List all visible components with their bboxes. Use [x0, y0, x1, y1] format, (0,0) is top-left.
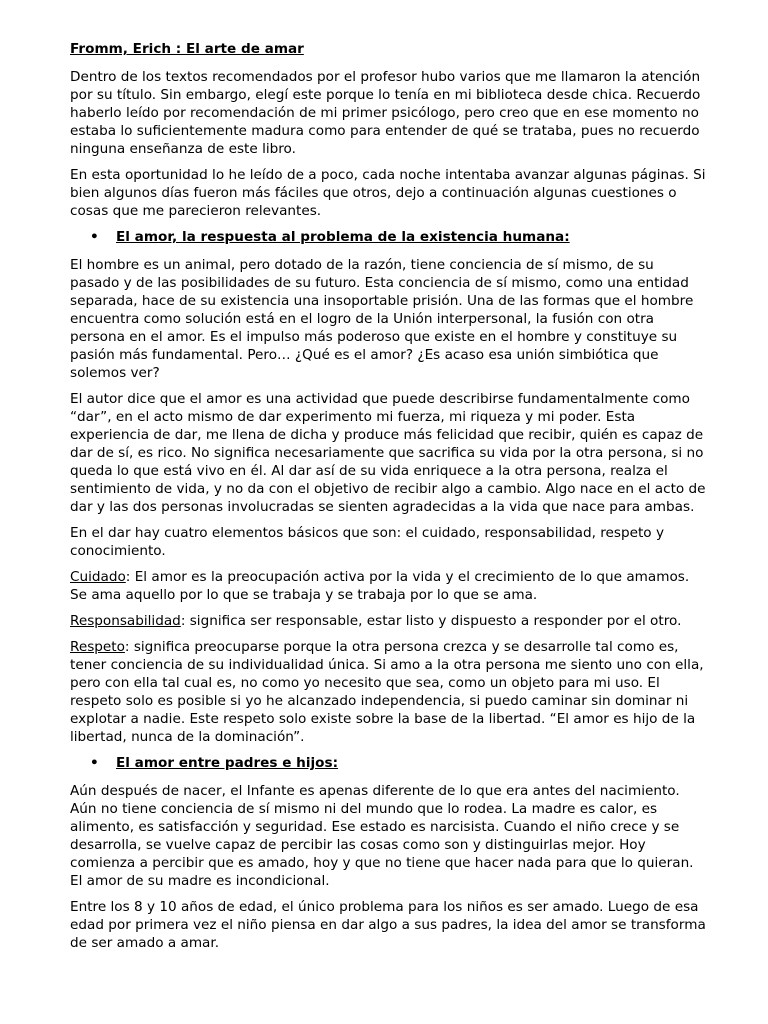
section-heading-text: El amor entre padres e hijos:: [116, 755, 339, 771]
body-paragraph: En el dar hay cuatro elementos básicos que son: el cuidado, responsabilidad, respeto y conocimiento.: [70, 525, 664, 559]
bullet-icon: •: [90, 229, 99, 245]
element-term: Respeto: [70, 639, 125, 655]
section-heading-parents-children: [90, 754, 706, 772]
intro-paragraph-1: Dentro de los textos recomendados por el profesor hubo varios que me llamaron la atención por su título. Sin embargo, elegí este porque lo tenía en mi biblioteca desde chica. Recuerdo haberlo leído por recomendación de mi primer psicólogo, pero creo que en ese momento no estaba lo suficientemente madura como para entender de qué se trataba, pues no recuerdo ninguna enseñanza de este libro.: [70, 69, 701, 157]
element-term: Responsabilidad: [70, 613, 181, 629]
element-respect: [70, 638, 706, 746]
element-text: : significa ser responsable, estar listo y dispuesto a responder por el otro.: [180, 613, 682, 629]
bullet-icon: •: [90, 755, 99, 771]
element-text: : significa preocuparse porque la otra persona crezca y se desarrolle tal como es, tener conciencia de su individualidad única. Si amo a la otra persona me siento uno con ella, pero con ella tal cual es, no como yo necesito que sea, como un objeto para mi uso. El respeto solo es posible si yo he alcanzado independencia, si puedo caminar sin dominar ni explotar a nadie. Este respeto solo existe sobre la base de la libertad. “El amor es hijo de la libertad, nunca de la dominación”.: [70, 639, 704, 745]
body-paragraph: El hombre es un animal, pero dotado de la razón, tiene conciencia de sí mismo, de su pasado y de las posibilidades de su futuro. Esta conciencia de sí mismo, como una entidad separada, hace de su existencia una insoportable prisión. Una de las formas que el hombre encuentra como solución está en el logro de la Unión interpersonal, la fusión con otra persona en el amor. Es el impulso más poderoso que existe en el hombre y constituye su pasión más fundamental. Pero… ¿Qué es el amor? ¿Es acaso esa unión simbiótica que solemos ver?: [70, 257, 694, 381]
body-paragraph: Entre los 8 y 10 años de edad, el único problema para los niños es ser amado. Luego de esa edad por primera vez el niño piensa en dar algo a sus padres, la idea del amor se transforma de ser amado a amar.: [70, 899, 706, 951]
body-paragraph: El autor dice que el amor es una actividad que puede describirse fundamentalmente como “dar”, en el acto mismo de dar experimento mi fuerza, mi riqueza y mi poder. Esta experiencia de dar, me llena de dicha y produce más felicidad que recibir, quién es capaz de dar de sí, es rico. No significa necesariamente que sacrifica su vida por la otra persona, si no queda lo que está vivo en él. Al dar así de su vida enriquece a la otra persona, realza el sentimiento de vida, y no da con el objetivo de recibir algo a cambio. Algo nace en el acto de dar y las dos personas involucradas se sienten agradecidas a la vida que nace para ambas.: [70, 391, 706, 515]
section-heading-text: El amor, la respuesta al problema de la existencia humana:: [116, 229, 570, 245]
element-text: : El amor es la preocupación activa por la vida y el crecimiento de lo que amamos. Se ama aquello por lo que se trabaja y se trabaja por lo que se ama.: [70, 569, 690, 603]
document-title: Fromm, Erich : El arte de amar: [70, 41, 304, 57]
element-responsibility: [70, 612, 706, 630]
intro-paragraph-2: En esta oportunidad lo he leído de a poco, cada noche intentaba avanzar algunas páginas. Si bien algunos días fueron más fáciles que otros, dejo a continuación algunas cuestiones o cosas que me parecieron relevantes.: [70, 167, 706, 219]
element-term: Cuidado: [70, 569, 126, 585]
body-paragraph: Aún después de nacer, el Infante es apenas diferente de lo que era antes del nacimiento. Aún no tiene conciencia de sí mismo ni del mundo que lo rodea. La madre es calor, es alimento, es satisfacción y seguridad. Ese estado es narcisista. Cuando el niño crece y se desarrolla, se vuelve capaz de percibir las cosas como son y distinguirlas mejor. Hoy comienza a percibir que es amado, hoy y que no tiene que hacer nada para que lo quieran. El amor de su madre es incondicional.: [70, 783, 694, 889]
section-heading-love-answer: [90, 228, 706, 246]
element-care: [70, 568, 706, 604]
